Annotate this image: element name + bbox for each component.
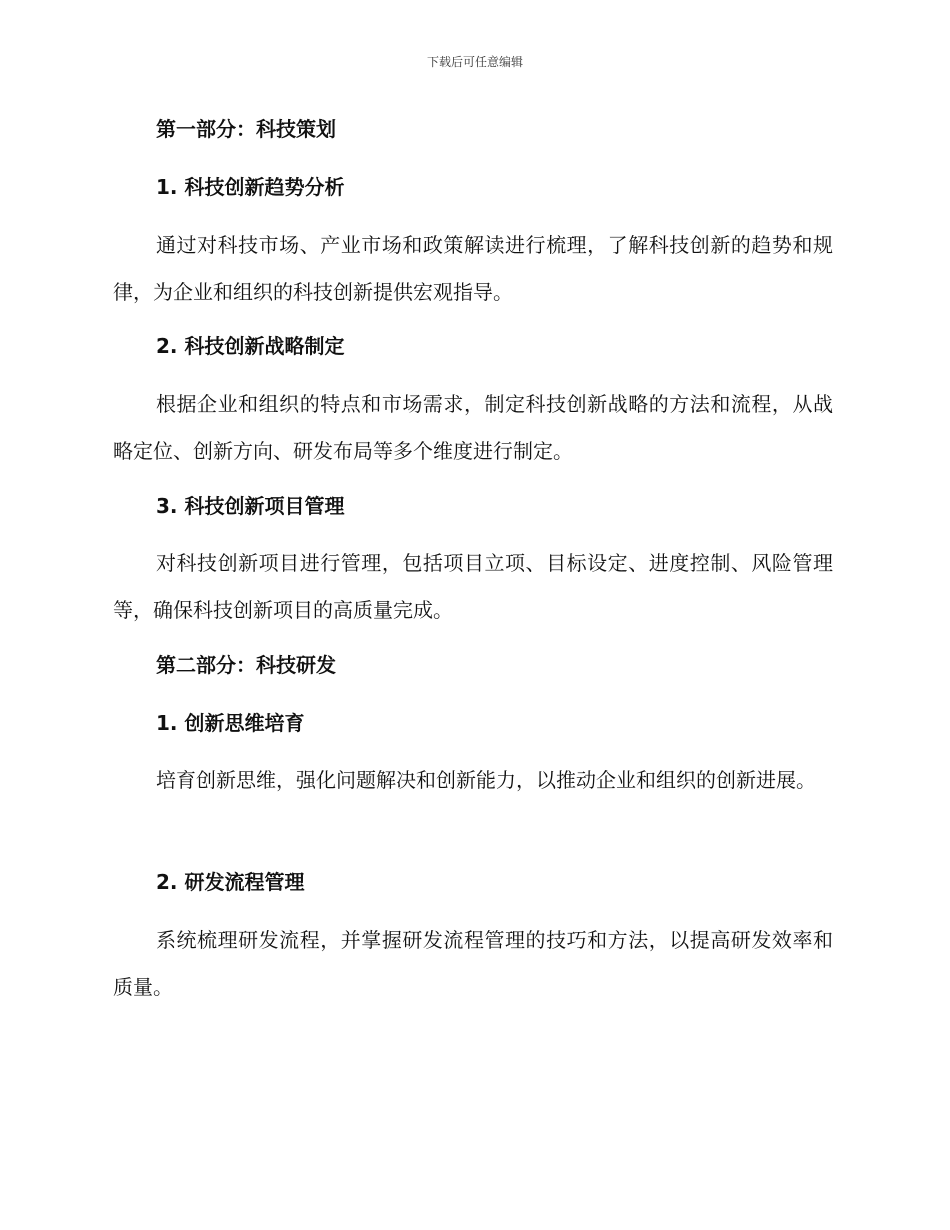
section-title: 第一部分：科技策划 [156, 117, 336, 141]
paragraph: 系统梳理研发流程，并掌握研发流程管理的技巧和方法，以提高研发效率和质量。 [113, 928, 833, 999]
subsection-heading: 3. 科技创新项目管理 [156, 494, 345, 518]
subsection-heading: 2. 科技创新战略制定 [156, 334, 345, 358]
subsection-heading: 2. 研发流程管理 [156, 870, 305, 894]
page-header: 下载后可任意编辑 [426, 55, 523, 69]
section-title: 第二部分：科技研发 [156, 653, 336, 677]
paragraph: 根据企业和组织的特点和市场需求，制定科技创新战略的方法和流程，从战略定位、创新方向、研发布局等多个维度进行制定。 [113, 392, 833, 463]
subsection-heading: 1. 科技创新趋势分析 [156, 175, 345, 199]
subsection-heading: 1. 创新思维培育 [156, 711, 305, 735]
paragraph: 培育创新思维，强化问题解决和创新能力，以推动企业和组织的创新进展。 [156, 768, 816, 792]
paragraph: 通过对科技市场、产业市场和政策解读进行梳理，了解科技创新的趋势和规律，为企业和组织的科技创新提供宏观指导。 [113, 233, 833, 304]
paragraph: 对科技创新项目进行管理，包括项目立项、目标设定、进度控制、风险管理等，确保科技创新项目的高质量完成。 [113, 551, 833, 622]
